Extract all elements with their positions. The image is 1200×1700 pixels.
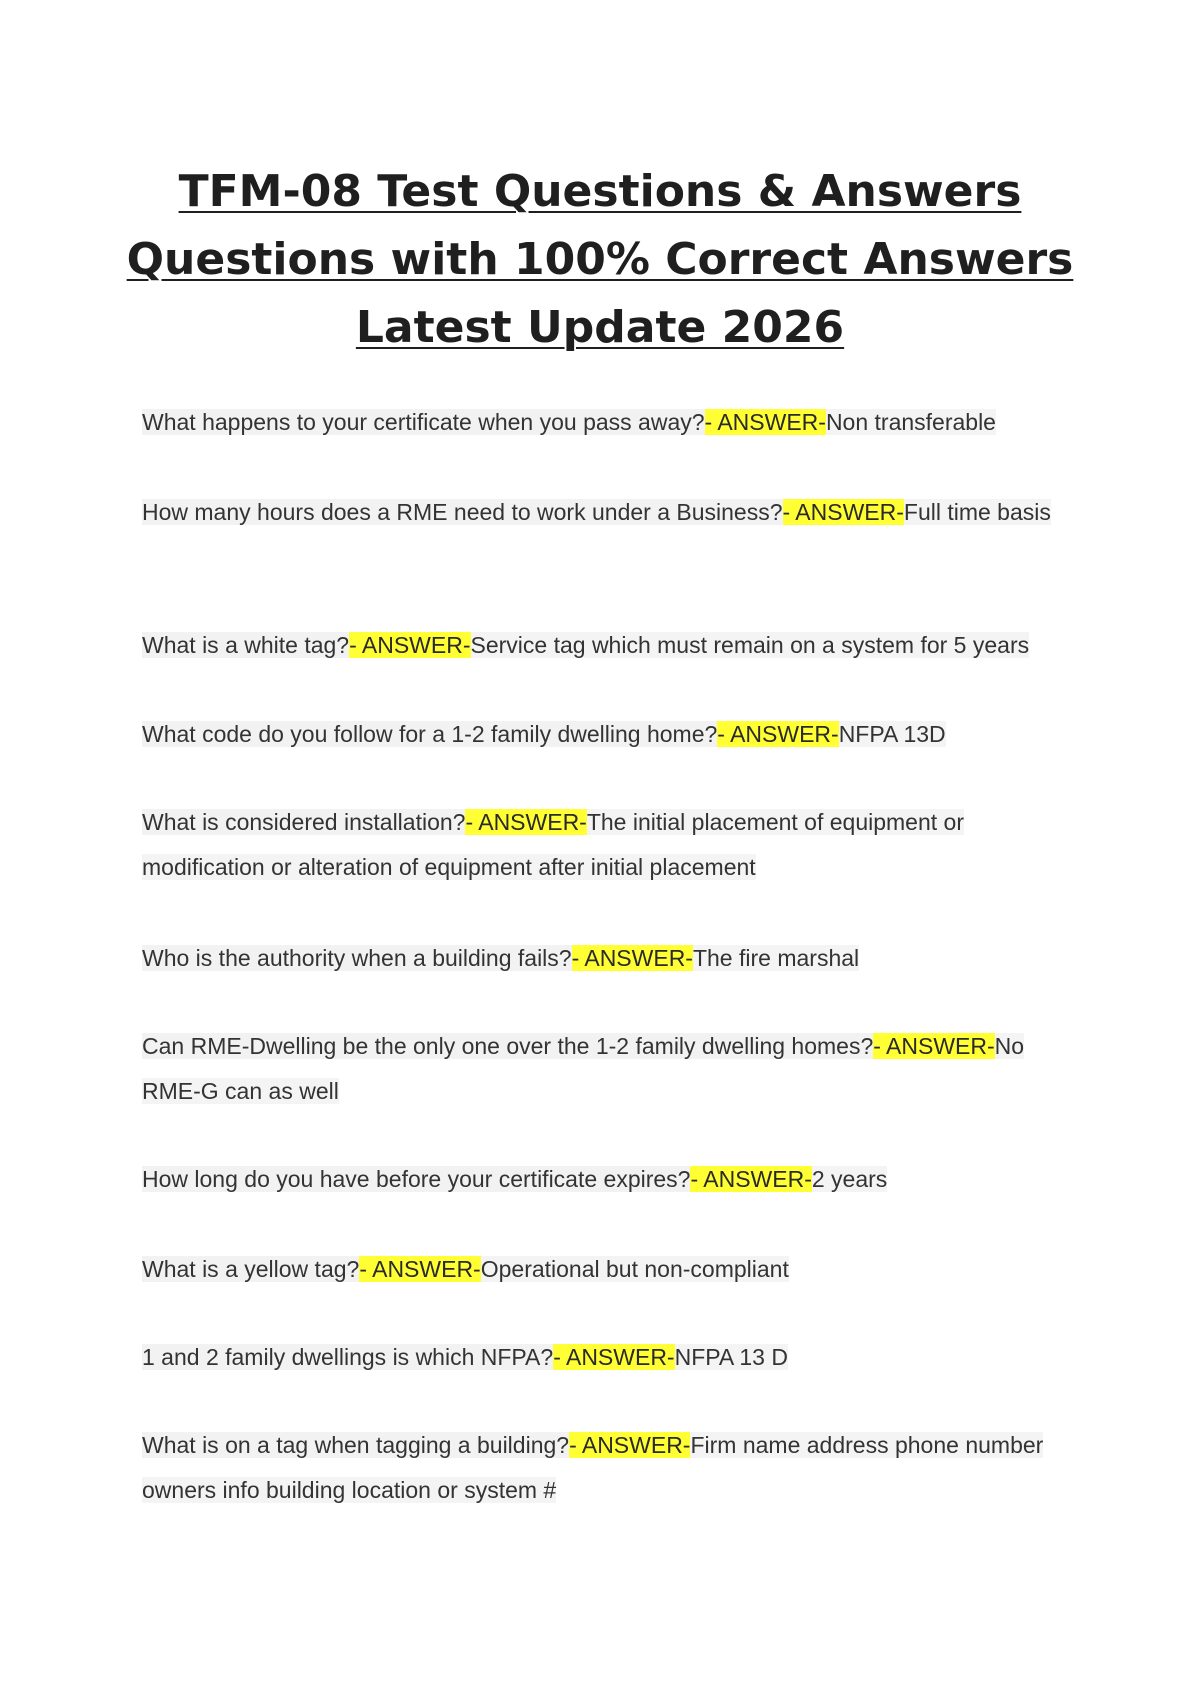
answer-text: The fire marshal: [692, 945, 860, 971]
qa-item: [142, 1157, 1072, 1202]
answer-text: NFPA 13 D: [674, 1344, 788, 1370]
answer-text: 2 years: [811, 1166, 888, 1192]
question-text: Can RME-Dwelling be the only one over the 1-2 family dwelling homes?: [142, 1033, 874, 1059]
title-line: Questions with 100% Correct Answers: [126, 234, 1074, 285]
answer-text: Service tag which must remain on a system for 5 years: [470, 632, 1030, 658]
qa-item: [142, 623, 1072, 668]
question-text: What happens to your certificate when you pass away?: [142, 409, 705, 435]
answer-marker: - ANSWER-: [873, 1033, 995, 1059]
answer-marker: - ANSWER-: [782, 499, 904, 525]
question-text: How many hours does a RME need to work under a Business?: [142, 499, 783, 525]
answer-marker: - ANSWER-: [690, 1166, 812, 1192]
qa-item: [142, 400, 1072, 445]
qa-item: [142, 1423, 1072, 1513]
answer-text: Operational but non-compliant: [480, 1256, 789, 1282]
answer-text: Firm name address phone number owners info building location or system #: [142, 1432, 1044, 1503]
answer-text: Non transferable: [825, 409, 996, 435]
question-text: 1 and 2 family dwellings is which NFPA?: [142, 1344, 554, 1370]
question-text: What code do you follow for a 1-2 family dwelling home?: [142, 721, 718, 747]
question-text: What is considered installation?: [142, 809, 466, 835]
answer-marker: - ANSWER-: [717, 721, 839, 747]
answer-marker: - ANSWER-: [465, 809, 587, 835]
qa-item: [142, 712, 1072, 757]
question-text: What is a yellow tag?: [142, 1256, 360, 1282]
document-title: [0, 158, 1200, 362]
qa-item: [142, 1247, 1072, 1292]
answer-text: No RME-G can as well: [142, 1033, 1025, 1104]
answer-marker: - ANSWER-: [359, 1256, 481, 1282]
answer-text: NFPA 13D: [838, 721, 946, 747]
answer-marker: - ANSWER-: [571, 945, 693, 971]
qa-item: [142, 800, 1072, 890]
qa-item: [142, 490, 1072, 535]
answer-text: The initial placement of equipment or modification or alteration of equipment after initial placement: [142, 809, 964, 880]
question-text: What is on a tag when tagging a building?: [142, 1432, 570, 1458]
answer-marker: - ANSWER-: [704, 409, 826, 435]
qa-item: [142, 1335, 1072, 1380]
answer-marker: - ANSWER-: [349, 632, 471, 658]
qa-item: [142, 1024, 1072, 1114]
answer-text: Full time basis: [903, 499, 1051, 525]
question-text: What is a white tag?: [142, 632, 350, 658]
question-text: Who is the authority when a building fails?: [142, 945, 572, 971]
title-line: TFM-08 Test Questions & Answers: [178, 166, 1022, 217]
title-line: Latest Update 2026: [355, 302, 845, 353]
answer-marker: - ANSWER-: [569, 1432, 691, 1458]
question-text: How long do you have before your certificate expires?: [142, 1166, 691, 1192]
qa-item: [142, 936, 1072, 981]
answer-marker: - ANSWER-: [553, 1344, 675, 1370]
